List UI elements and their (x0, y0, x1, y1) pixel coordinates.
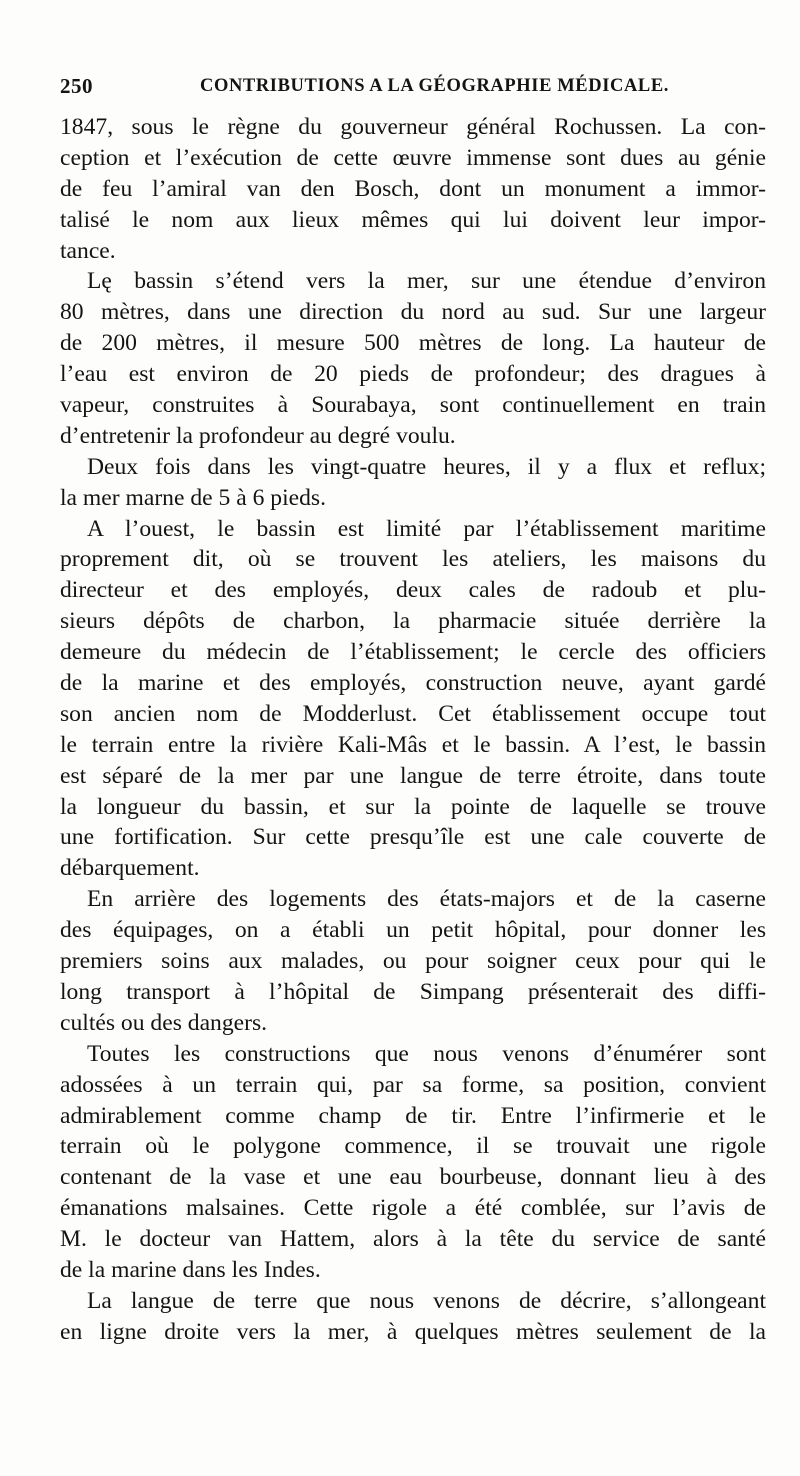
text-line: son ancien nom de Modderlust. Cet établissement occupe tout (60, 700, 766, 727)
text-line: en ligne droite vers la mer, à quelques mètres seulement de la (60, 1318, 766, 1345)
text-line: la longueur du bassin, et sur la pointe de laquelle se trouve (60, 793, 766, 820)
text-line: ception et l’exécution de cette œuvre immense sont dues au génie (60, 144, 766, 171)
page-number: 250 (60, 74, 93, 98)
text-line: adossées à un terrain qui, par sa forme, sa position, convient (60, 1071, 766, 1098)
text-line: sieurs dépôts de charbon, la pharmacie située derrière la (60, 608, 766, 635)
text-line: l’eau est environ de 20 pieds de profondeur; des dragues à (60, 361, 766, 388)
text-line: des équipages, on a établi un petit hôpital, pour donner les (60, 917, 766, 944)
text-line: talisé le nom aux lieux mêmes qui lui doivent leur impor- (60, 206, 766, 233)
running-title: CONTRIBUTIONS A LA GÉOGRAPHIE MÉDICALE. (200, 76, 670, 96)
text-line: débarquement. (60, 855, 200, 882)
text-line: de feu l’amiral van den Bosch, dont un monument a immor- (60, 175, 766, 202)
text-line: vapeur, construites à Sourabaya, sont continuellement en train (60, 392, 766, 419)
text-line: de la marine et des employés, construction neuve, ayant gardé (60, 670, 766, 697)
text-line: proprement dit, où se trouvent les ateliers, les maisons du (60, 546, 766, 573)
running-head (60, 74, 766, 104)
text-line: 1847, sous le règne du gouverneur général Rochussen. La con- (60, 114, 766, 140)
text-line: d’entretenir la profondeur au degré voulu. (60, 422, 456, 449)
text-line: long transport à l’hôpital de Simpang présenterait des diffi- (60, 978, 766, 1005)
text-line: directeur et des employés, deux cales de radoub et plu- (60, 577, 766, 604)
text-line: M. le docteur van Hattem, alors à la tête du service de santé (60, 1226, 766, 1253)
text-line: En arrière des logements des états-majors et de la caserne (87, 886, 766, 913)
text-line: de la marine dans les Indes. (60, 1256, 321, 1283)
text-line: émanations malsaines. Cette rigole a été comblée, sur l’avis de (60, 1195, 766, 1222)
text-line: A l’ouest, le bassin est limité par l’établissement maritime (87, 515, 766, 542)
text-line: terrain où le polygone commence, il se trouvait une rigole (60, 1133, 766, 1160)
text-line: Lę bassin s’étend vers la mer, sur une étendue d’environ (87, 268, 766, 295)
text-line: La langue de terre que nous venons de décrire, s’allongeant (87, 1287, 766, 1314)
body-text (60, 112, 766, 1348)
text-line: une fortification. Sur cette presqu’île est une cale couverte de (60, 824, 766, 851)
text-line: de 200 mètres, il mesure 500 mètres de long. La hauteur de (60, 330, 766, 357)
text-line: le terrain entre la rivière Kali-Mâs et le bassin. A l’est, le bassin (60, 731, 766, 758)
text-line: Toutes les constructions que nous venons d’énumérer sont (87, 1040, 766, 1067)
text-line: contenant de la vase et une eau bourbeuse, donnant lieu à des (60, 1164, 766, 1191)
text-line: Deux fois dans les vingt-quatre heures, il y a flux et reflux; (87, 453, 766, 480)
text-line: tance. (60, 237, 116, 264)
text-line: la mer marne de 5 à 6 pieds. (60, 484, 326, 511)
text-line: cultés ou des dangers. (60, 1009, 268, 1036)
text-line: premiers soins aux malades, ou pour soigner ceux pour qui le (60, 948, 766, 975)
text-line: demeure du médecin de l’établissement; le cercle des officiers (60, 639, 766, 666)
text-line: 80 mètres, dans une direction du nord au sud. Sur une largeur (60, 299, 766, 326)
text-line: admirablement comme champ de tir. Entre l’infirmerie et le (60, 1102, 766, 1129)
text-line: est séparé de la mer par une langue de terre étroite, dans toute (60, 762, 766, 789)
